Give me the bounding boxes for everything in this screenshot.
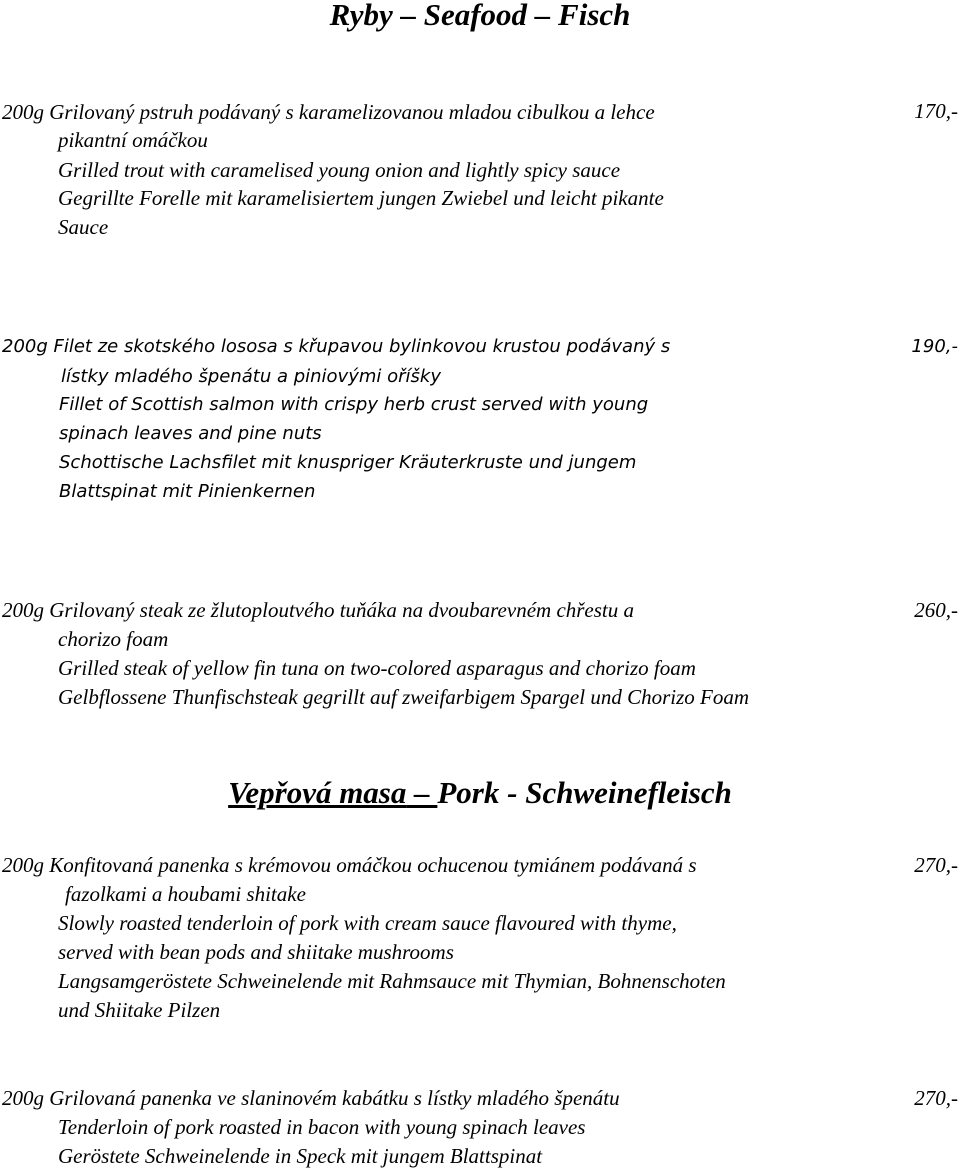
item-line-czech: 200g Grilovaná panenka ve slaninovém kabátku s lístky mladého špenátu (2, 1086, 620, 1110)
item-line-german-continued: Blattspinat mit Pinienkernen (59, 481, 316, 502)
item-line-german-continued: Sauce (58, 215, 109, 239)
item-line-german: Langsamgeröstete Schweinelende mit Rahmsauce mit Thymian, Bohnenschoten (58, 969, 726, 993)
item-price: 270,- (914, 853, 958, 877)
section-title-pork (0, 777, 960, 808)
title-english: Seafood (423, 0, 528, 32)
item-price: 190,- (911, 336, 958, 357)
item-line-english: Tenderloin of pork roasted in bacon with young spinach leaves (58, 1115, 586, 1139)
item-line-english: Grilled trout with caramelised young onion and lightly spicy sauce (58, 158, 621, 182)
title-dash: – (392, 0, 424, 32)
item-line-german: Gegrillte Forelle mit karamelisiertem jungen Zwiebel und leicht pikante (58, 186, 664, 210)
title-czech: Ryby (329, 0, 393, 32)
title-czech: Vepřová masa – (228, 775, 438, 810)
item-line-english: Slowly roasted tenderloin of pork with cream sauce flavoured with thyme, (58, 911, 677, 935)
item-price: 270,- (914, 1086, 958, 1110)
section-title-seafood (0, 0, 960, 30)
item-price: 260,- (914, 598, 958, 622)
item-line-english-continued: served with bean pods and shiitake mushrooms (58, 940, 454, 964)
item-line-english-continued: spinach leaves and pine nuts (59, 423, 322, 444)
item-line-czech-continued: chorizo foam (58, 627, 169, 651)
item-line-czech: 200g Filet ze skotského lososa s křupavou bylinkovou krustou podávaný s (2, 336, 671, 357)
item-line-german-continued: und Shiitake Pilzen (58, 998, 221, 1022)
item-line-english: Grilled steak of yellow fin tuna on two-colored asparagus and chorizo foam (58, 656, 696, 680)
item-line-german: Schottische Lachsfilet mit knuspriger Kräuterkruste und jungem (59, 452, 637, 473)
item-line-czech-continued: lístky mladého špenátu a piniovými oříšky (61, 366, 441, 387)
item-line-czech: 200g Konfitovaná panenka s krémovou omáčkou ochucenou tymiánem podávaná s (2, 853, 697, 877)
item-line-czech: 200g Grilovaný pstruh podávaný s karamelizovanou mladou cibulkou a lehce (2, 100, 655, 124)
item-price: 170,- (914, 99, 958, 123)
item-line-german: Geröstete Schweinelende in Speck mit jungem Blattspinat (58, 1144, 543, 1168)
item-line-german: Gelbflossene Thunfischsteak gegrillt auf zweifarbigem Spargel und Chorizo Foam (58, 685, 750, 709)
item-line-czech-continued: fazolkami a houbami shitake (65, 882, 306, 906)
title-english-german: Pork - Schweinefleisch (437, 775, 732, 810)
item-line-english: Fillet of Scottish salmon with crispy herb crust served with young (59, 394, 649, 415)
item-line-czech: 200g Grilovaný steak ze žlutoploutvého tuňáka na dvoubarevném chřestu a (2, 598, 635, 622)
title-german: Fisch (558, 0, 631, 32)
title-dash: – (527, 0, 559, 32)
item-line-czech-continued: pikantní omáčkou (58, 128, 208, 152)
